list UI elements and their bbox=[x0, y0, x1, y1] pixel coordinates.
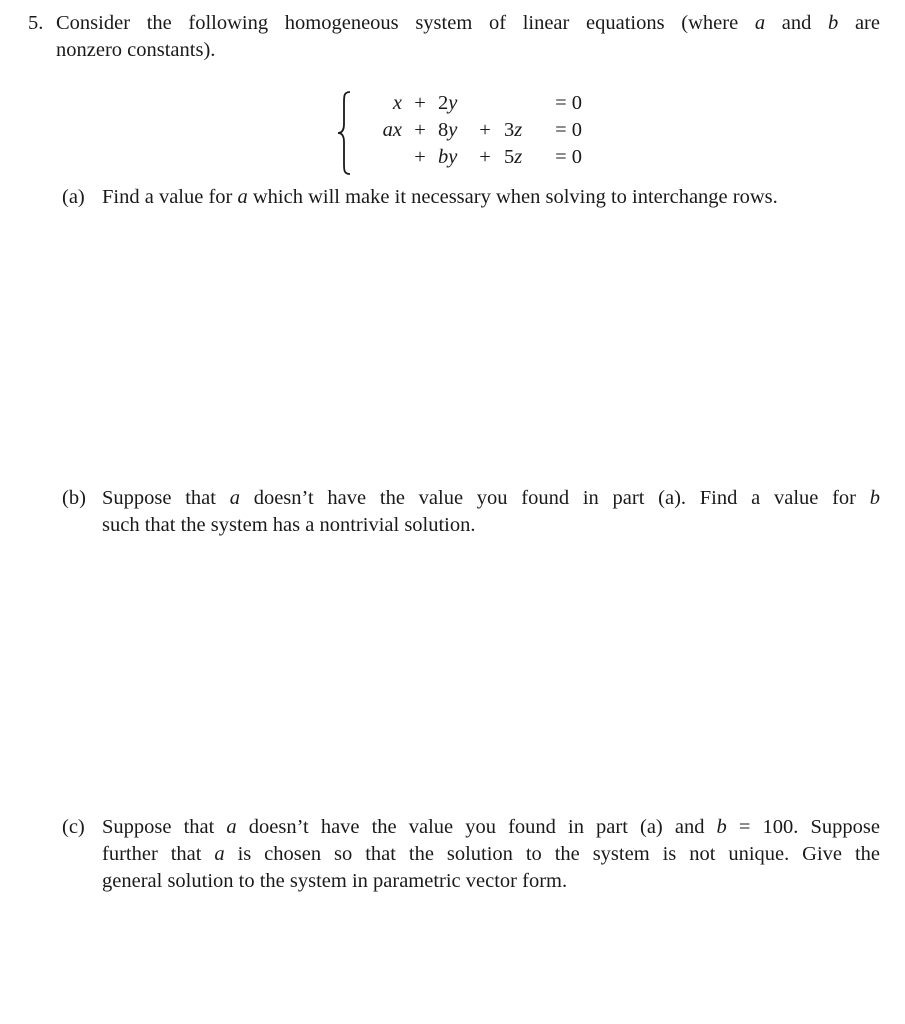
operator: + bbox=[479, 146, 491, 168]
variable-a: a bbox=[237, 186, 248, 208]
term-z: 5z bbox=[504, 146, 523, 168]
part-b-label: (b) bbox=[62, 487, 86, 509]
intro-text-segment: are bbox=[838, 12, 880, 34]
part-c-label: (c) bbox=[62, 816, 85, 838]
part-c-text bbox=[62, 814, 880, 895]
part-a-text bbox=[62, 184, 880, 211]
problem-number: 5. bbox=[28, 12, 44, 34]
linear-system bbox=[336, 90, 606, 180]
variable-b: b bbox=[828, 12, 839, 34]
equation-row bbox=[358, 117, 582, 144]
part-a-line-1 bbox=[102, 184, 880, 211]
term-x: x bbox=[392, 92, 402, 114]
operator: + bbox=[414, 119, 426, 141]
variable-b: b bbox=[716, 816, 727, 838]
left-brace-icon bbox=[336, 90, 354, 176]
operator: + bbox=[479, 119, 491, 141]
variable-a: a bbox=[214, 843, 225, 865]
rhs: = 0 bbox=[555, 92, 582, 114]
intro-text-segment: and bbox=[765, 12, 829, 34]
text-segment: which will make it necessary when solving to interchange rows. bbox=[247, 186, 778, 208]
text-segment: is chosen so that the solution to the system is not unique. Give the bbox=[224, 843, 881, 865]
variable-a: a bbox=[229, 487, 240, 509]
variable-b: b bbox=[869, 487, 880, 509]
term-y: 8y bbox=[438, 119, 458, 141]
text-segment: further that bbox=[102, 843, 215, 865]
part-c bbox=[62, 814, 880, 895]
equation-table bbox=[358, 90, 582, 171]
problem-intro-text bbox=[28, 10, 880, 64]
part-a-label: (a) bbox=[62, 186, 85, 208]
equation-row bbox=[358, 144, 582, 171]
part-a bbox=[62, 184, 880, 211]
term-z: 3z bbox=[504, 119, 523, 141]
term-y: 2y bbox=[438, 92, 458, 114]
rhs: = 0 bbox=[555, 119, 582, 141]
part-c-line-1 bbox=[102, 814, 880, 841]
variable-a: a bbox=[754, 12, 766, 34]
part-b-line-2: such that the system has a nontrivial solution. bbox=[102, 514, 476, 536]
term-z bbox=[504, 90, 538, 117]
term-y: by bbox=[438, 146, 458, 168]
text-segment: Find a value for bbox=[102, 186, 238, 208]
part-c-line-3: general solution to the system in parametric vector form. bbox=[102, 870, 568, 892]
text-segment: = 100. Suppose bbox=[726, 816, 880, 838]
text-segment: Suppose that bbox=[102, 487, 230, 509]
rhs: = 0 bbox=[555, 146, 582, 168]
problem-statement bbox=[28, 10, 880, 64]
intro-line-1 bbox=[56, 10, 880, 37]
text-segment: doesn’t have the value you found in part (a) and bbox=[236, 816, 717, 838]
equation-row bbox=[358, 90, 582, 117]
part-b bbox=[62, 485, 880, 539]
part-b-line-1 bbox=[102, 485, 880, 512]
intro-line-2: nonzero constants). bbox=[56, 39, 216, 61]
text-segment: doesn’t have the value you found in part (a). Find a value for bbox=[239, 487, 870, 509]
term-x bbox=[358, 144, 402, 171]
operator: + bbox=[414, 146, 426, 168]
variable-a: a bbox=[226, 816, 237, 838]
term-x: ax bbox=[382, 119, 402, 141]
operator bbox=[466, 90, 504, 117]
intro-text-segment: Consider the following homogeneous system of linear equations (where bbox=[56, 12, 755, 34]
operator: + bbox=[414, 92, 426, 114]
part-b-text bbox=[62, 485, 880, 539]
text-segment: Suppose that bbox=[102, 816, 227, 838]
part-c-line-2 bbox=[102, 841, 880, 868]
